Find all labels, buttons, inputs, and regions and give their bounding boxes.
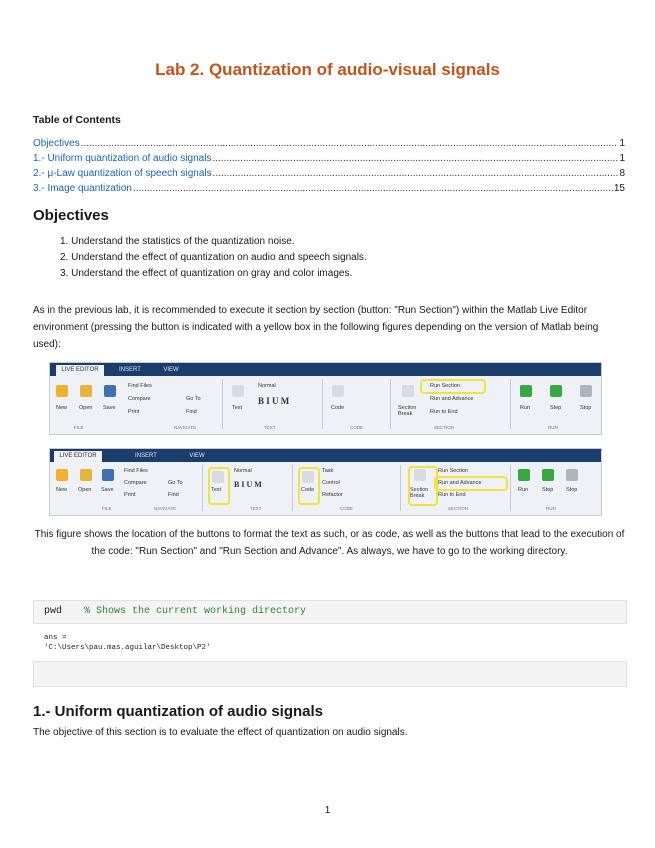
run-and-advance-label: Run and Advance [438,480,482,486]
compare-label: Compare [124,480,147,486]
divider [510,465,511,511]
toc-leader [213,168,619,179]
stop-label: Stop [580,405,592,411]
toc-item[interactable] [33,168,625,183]
step-label: Step [550,405,562,411]
run-icon [518,469,530,481]
group-label: FILE [102,506,112,511]
code-label: Code [331,405,345,411]
run-icon [520,385,532,397]
code-label: Code [301,487,315,493]
group-label: RUN [546,506,556,511]
toc-link[interactable]: 3.- Image quantization [33,183,132,194]
toc-leader [212,153,618,164]
group-label: TEXT [250,506,262,511]
text-label: Text [211,487,222,493]
list-item: 2. Understand the effect of quantization on audio and speech signals. [60,252,367,263]
new-icon [56,469,68,481]
bold-italic-underline-icon: B I U M [234,480,262,489]
output-line: ans = [44,634,67,642]
section-break-icon [402,385,414,397]
group-label: CODE [340,506,354,511]
stop-label: Stop [566,487,578,493]
run-to-end-label: Run to End [438,492,466,498]
group-label: NAVIGATE [154,506,177,511]
open-icon [80,469,92,481]
objectives-heading: Objectives [33,207,109,224]
run-to-end-label: Run to End [430,409,458,415]
find-files-label: Find Files [128,383,152,389]
code-output [44,633,211,653]
tab-live-editor: LIVE EDITOR [54,451,102,462]
code-command: pwd [44,606,63,617]
divider [510,379,511,429]
code-cell[interactable] [33,600,627,624]
print-label: Print [128,409,140,415]
section-text: The objective of this section is to evaluate the effect of quantization on audio signals. [33,727,408,738]
toc-link[interactable]: Objectives [33,138,80,149]
run-section-label: Run Section [438,468,468,474]
highlight-box [420,379,486,394]
run-section-label: Run Section [430,383,460,389]
code-comment: % Shows the current working directory [84,606,307,617]
tab-view: VIEW [189,453,205,459]
text-icon [232,385,244,397]
page-number: 1 [324,805,331,816]
highlight-box [298,467,320,505]
group-label: SECTION [434,425,455,430]
group-label: NAVIGATE [174,425,197,430]
group-label: SECTION [448,506,469,511]
compare-label: Compare [128,396,151,402]
step-icon [542,469,554,481]
toc-leader [81,138,619,149]
save-label: Save [101,487,114,493]
code-icon [332,385,344,397]
tab-insert: INSERT [135,453,157,459]
run-label: Run [518,487,529,493]
toc-page: 1 [619,138,625,149]
list-item: 1. Understand the statistics of the quantization noise. [60,236,295,247]
intro-paragraph: As in the previous lab, it is recommended to execute it section by section (button: "Run Section") within the Matlab Live Editor environment (pressing the button is indicated with a yellow box in the following figures depending on the version of Matlab being used): [33,305,599,350]
group-label: RUN [548,425,558,430]
tab-insert: INSERT [119,367,141,373]
document-title: Lab 2. Quantization of audio-visual signals [155,60,500,79]
group-label: TEXT [264,425,276,430]
ribbon-screenshot-new [49,362,602,435]
step-label: Step [542,487,554,493]
list-item: 3. Understand the effect of quantization on gray and color images. [60,268,353,279]
task-label: Task [322,468,334,474]
normal-label: Normal [258,383,276,389]
divider [222,379,223,429]
highlight-box [434,476,508,491]
objectives-list [60,235,367,283]
toc-page: 15 [613,183,625,194]
find-files-label: Find Files [124,468,148,474]
section-break-label: Section Break [410,487,429,499]
run-label: Run [520,405,531,411]
go-to-label: Go To [168,480,183,486]
new-label: New [56,487,68,493]
control-label: Control [322,480,340,486]
new-icon [56,385,68,397]
toc-page: 8 [619,168,625,179]
section-break-label: Section Break [398,405,417,417]
highlight-box [208,467,230,505]
step-icon [550,385,562,397]
toc-item[interactable] [33,183,625,198]
divider [202,465,203,511]
go-to-label: Go To [186,396,201,402]
open-label: Open [79,405,93,411]
refactor-label: Refactor [322,492,343,498]
open-label: Open [78,487,92,493]
empty-code-cell[interactable] [33,661,627,687]
find-label: Find [168,492,179,498]
toc-link[interactable]: 1.- Uniform quantization of audio signals [33,153,212,164]
text-label: Text [232,405,243,411]
ribbon-tab-bar [50,449,601,462]
divider [322,379,323,429]
toc-item[interactable] [33,153,625,168]
new-label: New [56,405,68,411]
toc-item[interactable] [33,138,625,153]
output-line: 'C:\Users\pau.mas.aguilar\Desktop\P2' [44,644,211,652]
save-icon [104,385,116,397]
save-icon [102,469,114,481]
divider [292,465,293,511]
divider [390,379,391,429]
run-and-advance-label: Run and Advance [430,396,474,402]
find-label: Find [186,409,197,415]
normal-label: Normal [234,468,252,474]
tab-live-editor: LIVE EDITOR [56,365,104,376]
toc-link[interactable]: 2.- μ-Law quantization of speech signals [33,168,212,179]
print-label: Print [124,492,136,498]
ribbon-screenshot-old [49,448,602,516]
open-icon [80,385,92,397]
section-heading: 1.- Uniform quantization of audio signals [33,703,324,720]
group-label: CODE [350,425,364,430]
figure-caption: This figure shows the location of the buttons to format the text as such, or as code, as well as the buttons that lead to the execution of the code: "Run Section" and "Run Section and Advance". As always, we have to go to the working directory. [34,529,625,557]
divider [400,465,401,511]
save-label: Save [103,405,116,411]
toc-heading: Table of Contents [33,114,121,126]
tab-view: VIEW [163,367,179,373]
toc-page: 1 [619,153,625,164]
stop-icon [566,469,578,481]
group-label: FILE [74,425,84,430]
table-of-contents [33,138,625,198]
bold-italic-underline-icon: B I U M [258,396,290,406]
ribbon-tab-bar [50,363,601,376]
stop-icon [580,385,592,397]
toc-leader [133,183,613,194]
